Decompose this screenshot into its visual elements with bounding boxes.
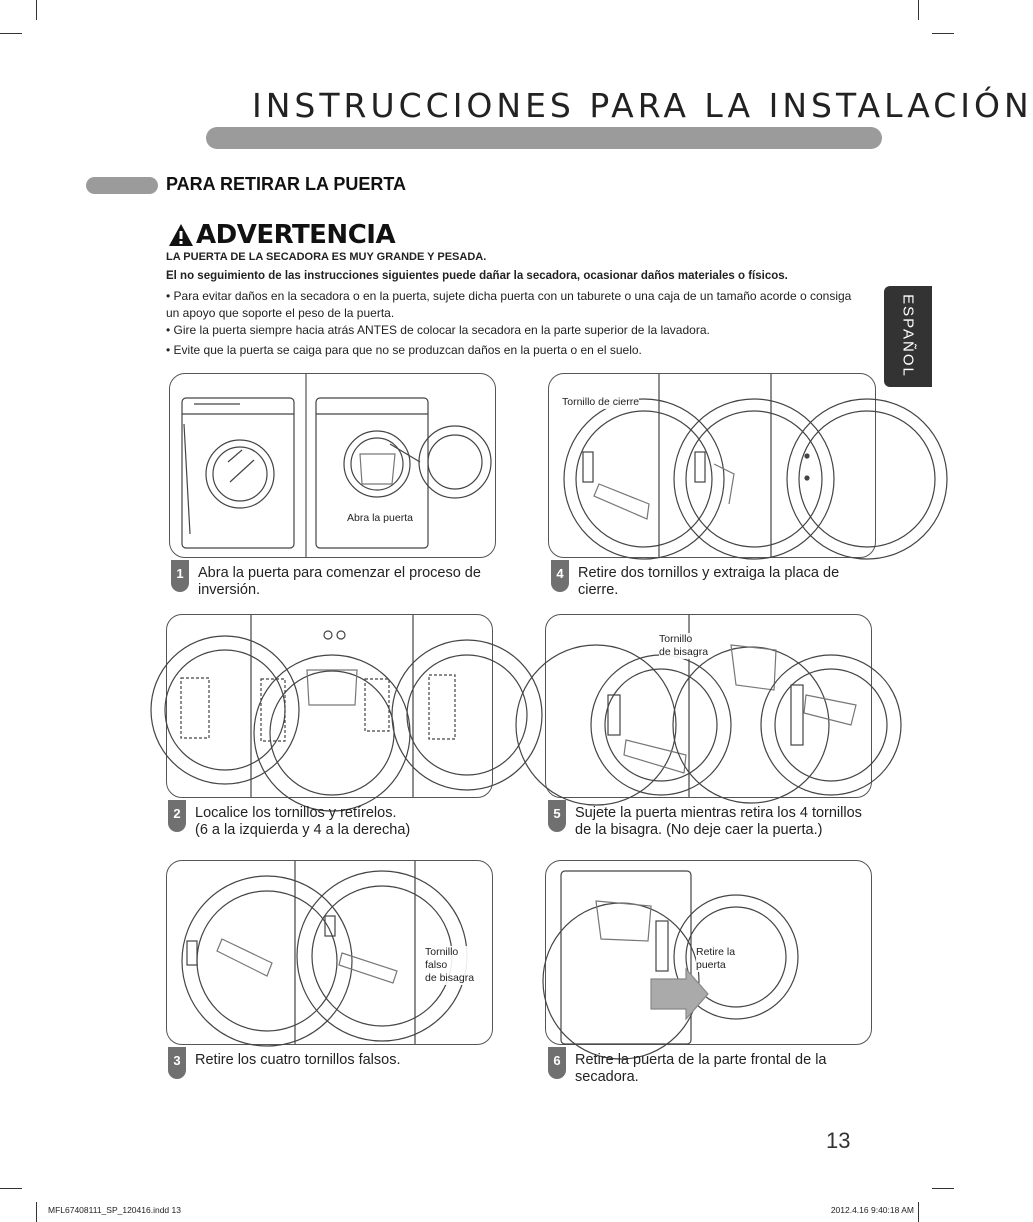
step-6-caption: Retire la puerta de la parte frontal de la secadora. bbox=[575, 1052, 827, 1085]
crop-mark bbox=[932, 1188, 954, 1189]
callout-label: Tornillo falso de bisagra bbox=[425, 946, 475, 984]
step-4-number: 4 bbox=[551, 560, 569, 592]
language-tab bbox=[884, 286, 932, 387]
warning-title: ADVERTENCIA bbox=[196, 220, 396, 250]
step-5-illustration bbox=[545, 614, 872, 798]
step-1-caption: Abra la puerta para comenzar el proceso de inversión. bbox=[198, 565, 481, 598]
crop-mark bbox=[36, 0, 37, 20]
crop-mark bbox=[932, 33, 954, 34]
page-number: 13 bbox=[826, 1128, 851, 1153]
step-1-number: 1 bbox=[171, 560, 189, 592]
callout-label: Tornillo de cierre bbox=[562, 396, 640, 408]
crop-mark bbox=[918, 1202, 919, 1222]
warning-triangle-icon bbox=[168, 223, 194, 247]
crop-mark bbox=[36, 1202, 37, 1222]
warning-bullet: • Para evitar daños en la secadora o en la puerta, sujete dicha puerta con un taburete o una caja de un tamaño acorde o consiga un apoyo que soporte el peso de la puerta. bbox=[166, 289, 852, 320]
step-3-number: 3 bbox=[168, 1047, 186, 1079]
step-5-number: 5 bbox=[548, 800, 566, 832]
warning-bullet: • Gire la puerta siempre hacia atrás ANTES de colocar la secadora en la parte superior de la lavadora. bbox=[166, 323, 710, 337]
warning-header bbox=[168, 220, 395, 250]
title-bar bbox=[206, 127, 882, 149]
language-tab-label: ESPAÑOL bbox=[899, 294, 917, 378]
section-title: PARA RETIRAR LA PUERTA bbox=[166, 174, 406, 194]
step-4-illustration bbox=[548, 373, 876, 558]
callout-label: Abra la puerta bbox=[347, 512, 413, 524]
step-3-illustration bbox=[166, 860, 493, 1045]
crop-mark bbox=[0, 33, 22, 34]
callout-label: Retire la puerta bbox=[696, 946, 736, 971]
step-5-caption: Sujete la puerta mientras retira los 4 tornillos de la bisagra. (No deje caer la puerta.) bbox=[575, 805, 862, 838]
step-2-caption: Localice los tornillos y retírelos. (6 a la izquierda y 4 a la derecha) bbox=[195, 805, 411, 838]
crop-mark bbox=[0, 1188, 22, 1189]
warning-line-1: LA PUERTA DE LA SECADORA ES MUY GRANDE Y PESADA. bbox=[166, 251, 487, 263]
step-3-caption: Retire los cuatro tornillos falsos. bbox=[195, 1052, 401, 1068]
step-1-illustration bbox=[169, 373, 496, 558]
callout-label: Tornillo de bisagra bbox=[659, 633, 709, 658]
crop-mark bbox=[918, 0, 919, 20]
warning-line-2: El no seguimiento de las instrucciones siguientes puede dañar la secadora, ocasionar daños materiales o físicos. bbox=[166, 270, 788, 282]
section-pill bbox=[86, 177, 158, 194]
step-2-illustration bbox=[166, 614, 493, 798]
step-2-number: 2 bbox=[168, 800, 186, 832]
step-6-illustration bbox=[545, 860, 872, 1045]
warning-bullet: • Evite que la puerta se caiga para que no se produzcan daños en la puerta o en el suelo. bbox=[166, 343, 642, 357]
footer-timestamp: 2012.4.16 9:40:18 AM bbox=[830, 1205, 914, 1215]
step-6-number: 6 bbox=[548, 1047, 566, 1079]
footer-file: MFL67408111_SP_120416.indd 13 bbox=[48, 1205, 181, 1215]
step-4-caption: Retire dos tornillos y extraiga la placa de cierre. bbox=[578, 565, 840, 598]
page-title: INSTRUCCIONES PARA LA INSTALACIÓN bbox=[252, 86, 1033, 125]
